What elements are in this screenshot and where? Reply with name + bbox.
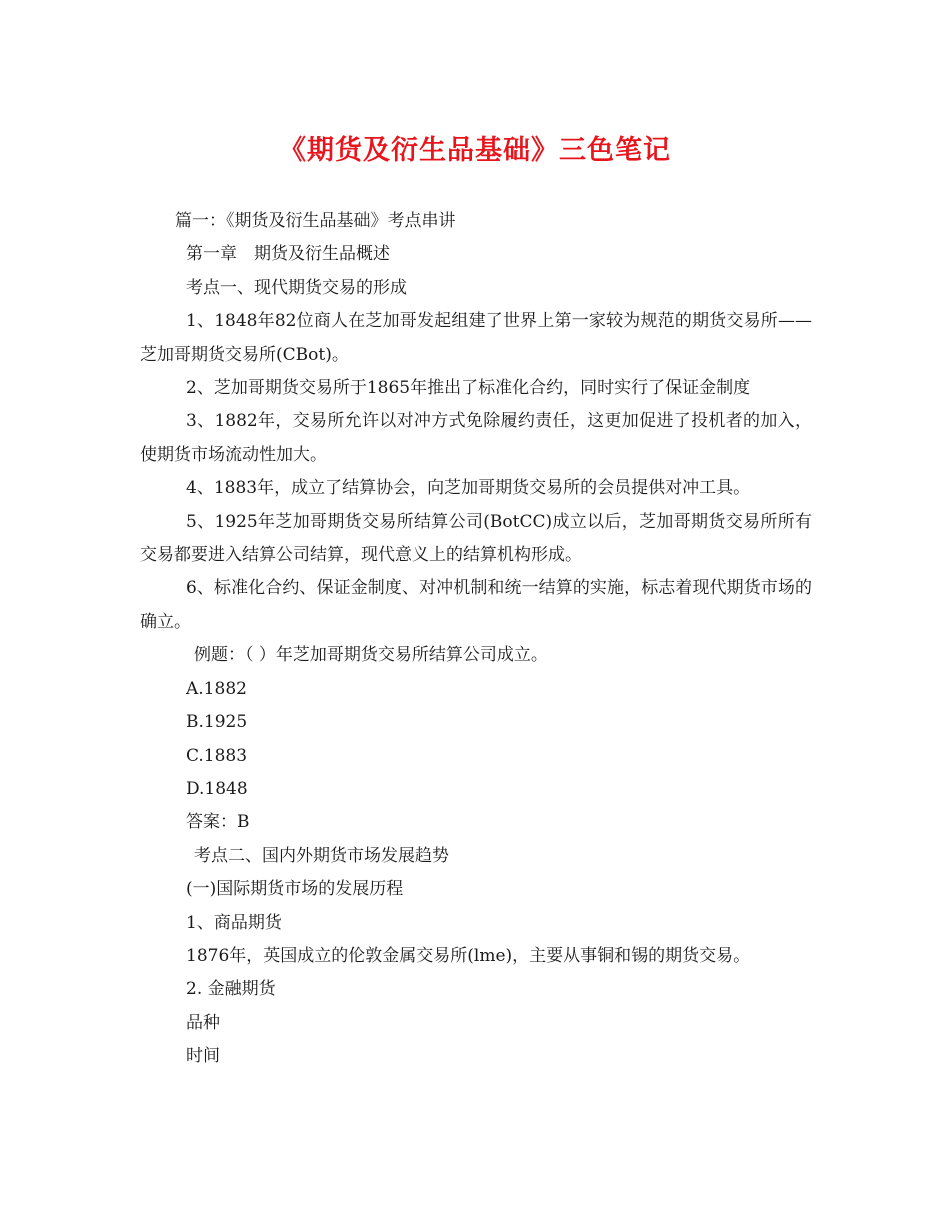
paragraph-lme: 1876年，英国成立的伦敦金属交易所(lme)，主要从事铜和锡的期货交易。 [186,945,751,966]
paragraph-2: 2、芝加哥期货交易所于1865年推出了标准化合约，同时实行了保证金制度 [186,378,751,399]
subsection-heading: (一)国际期货市场的发展历程 [186,879,404,900]
answer: 答案：B [186,812,250,833]
paragraph-4: 4、1883年，成立了结算协会，向芝加哥期货交易所的会员提供对冲工具。 [186,478,751,499]
item-commodity-futures: 1、商品期货 [186,912,282,933]
label-variety: 品种 [186,1012,220,1033]
label-time: 时间 [186,1046,220,1067]
topic-heading-1: 考点一、现代期货交易的形成 [186,277,407,298]
paragraph-5: 5、1925年芝加哥期货交易所结算公司(BotCC)成立以后，芝加哥期货交易所所有交易都要进入结算公司结算，现代意义上的结算机构形成。 [140,511,812,566]
option-d: D.1848 [186,778,248,799]
example-question: 例题：（ ）年芝加哥期货交易所结算公司成立。 [194,645,548,666]
part-heading: 篇一：《期货及衍生品基础》考点串讲 [175,211,456,231]
document-body [140,205,812,1074]
option-c: C.1883 [186,745,248,766]
paragraph-6: 6、标准化合约、保证金制度、对冲机制和统一结算的实施，标志着现代期货市场的确立。 [140,578,812,632]
paragraph-1: 1、1848年82位商人在芝加哥发起组建了世界上第一家较为规范的期货交易所——芝加哥期货交易所(CBot)。 [140,311,812,365]
option-b: B.1925 [186,712,248,733]
chapter-heading: 第一章 期货及衍生品概述 [186,244,390,265]
document-title: 《期货及衍生品基础》三色笔记 [279,135,671,166]
paragraph-3: 3、1882年，交易所允许以对冲方式免除履约责任，这更加促进了投机者的加入，使期货市场流动性加大。 [140,411,812,465]
topic-heading-2: 考点二、国内外期货市场发展趋势 [194,845,449,866]
item-financial-futures: 2. 金融期货 [186,979,276,1000]
option-a: A.1882 [186,678,247,699]
